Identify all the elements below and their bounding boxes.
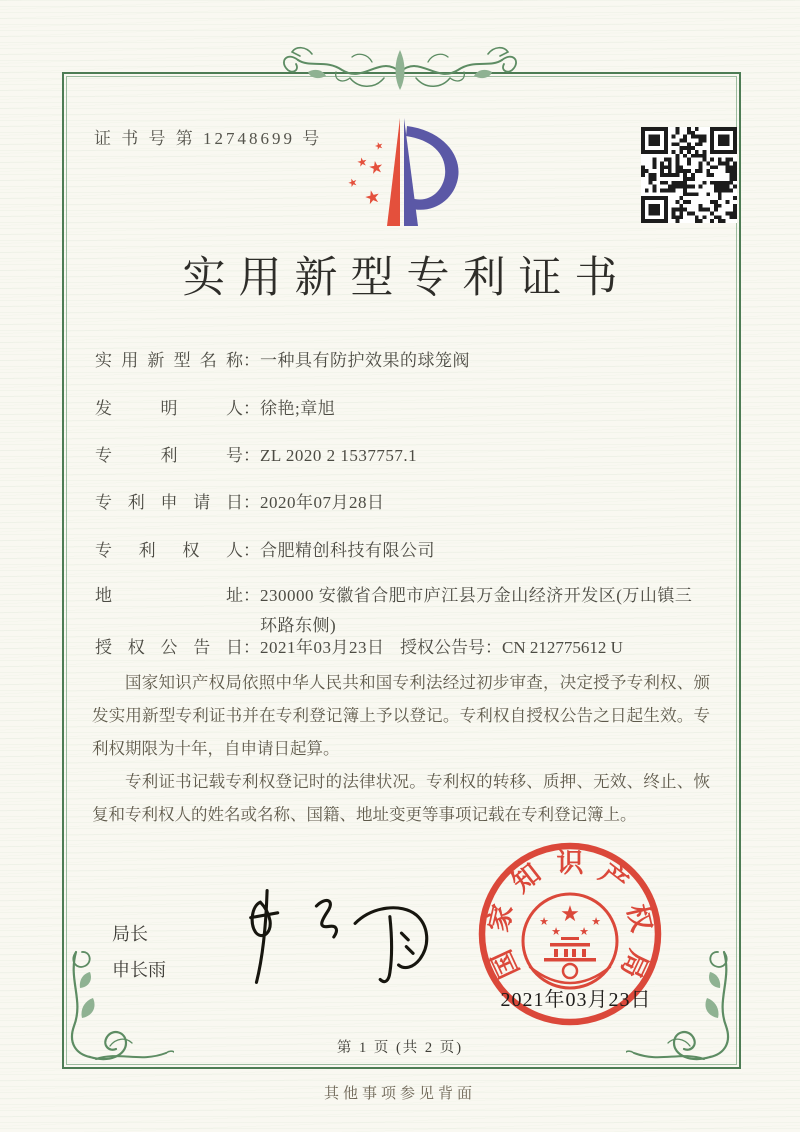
field-label: 专利申请日 (95, 493, 243, 512)
field-value: 230000 安徽省合肥市庐江县万金山经济开发区(万山镇三环路东侧) (260, 586, 693, 635)
logo-stars (346, 140, 385, 210)
svg-text:★: ★ (591, 915, 601, 928)
signatory-title: 局长 (112, 924, 148, 944)
legal-paragraph-2: 专利证书记载专利权登记时的法律状况。专利权的转移、质押、无效、终止、恢复和专利权人的姓名或名称、国籍、地址变更等事项记载在专利登记簿上。 (92, 772, 710, 824)
field-colon: ： (243, 586, 260, 605)
border-ornament-top (278, 26, 522, 110)
page-number: 第 1 页 (共 2 页) (336, 1040, 464, 1056)
svg-text:★: ★ (560, 902, 580, 927)
certificate-fields (95, 346, 720, 657)
field-colon: ： (243, 399, 260, 418)
seal-date: 2021年03月23日 (500, 989, 652, 1011)
field-row-filing-date (95, 488, 385, 518)
svg-text:权: 权 (621, 901, 657, 935)
grant-date-group (95, 633, 385, 663)
field-colon: ： (243, 446, 260, 465)
field-row-grant (95, 633, 720, 663)
field-label: 实用新型名称 (95, 351, 243, 370)
field-row-patentee (95, 536, 435, 566)
grant-no-group (400, 633, 623, 663)
legal-paragraph-1: 国家知识产权局依照中华人民共和国专利法经过初步审查，决定授予专利权、颁发实用新型专利证书并在专利登记簿上予以登记。专利权自授权公告之日起生效。专利权期限为十年，自申请日起算。 (92, 673, 710, 758)
field-label: 授权公告日 (95, 638, 243, 657)
field-colon: ： (243, 493, 260, 512)
field-value: 2020年07月28日 (260, 493, 385, 512)
field-label: 授权公告号 (400, 638, 485, 657)
field-row-patent-no (95, 441, 417, 471)
svg-text:★: ★ (355, 154, 369, 171)
svg-text:家: 家 (483, 901, 519, 935)
certificate-title: 实用新型专利证书 (182, 255, 631, 302)
signatory-block (112, 916, 166, 988)
field-row-inventor (95, 394, 335, 424)
grant-date-value: 2021年03月23日 (260, 638, 385, 657)
field-colon: ： (485, 638, 502, 657)
signatory-name: 申长雨 (112, 960, 166, 980)
qr-code (641, 127, 737, 223)
field-colon: ： (243, 541, 260, 560)
svg-text:★: ★ (579, 925, 589, 938)
field-value: 一种具有防护效果的球笼阀 (260, 351, 470, 370)
field-label: 发明人 (95, 399, 243, 418)
grant-no-value: CN 212775612 U (502, 638, 623, 657)
field-value: 徐艳;章旭 (260, 399, 336, 418)
national-emblem-icon (523, 894, 617, 988)
svg-text:★: ★ (551, 925, 561, 938)
certificate-number: 证 书 号 第 12748699 号 (94, 129, 323, 148)
field-label: 地址 (95, 586, 243, 605)
svg-text:产: 产 (593, 857, 634, 899)
svg-text:★: ★ (362, 185, 384, 210)
field-label: 专利权人 (95, 541, 243, 560)
svg-text:局: 局 (615, 945, 654, 983)
field-value: 合肥精创科技有限公司 (260, 541, 435, 560)
back-side-note: 其他事项参见背面 (323, 1086, 476, 1102)
svg-text:知: 知 (506, 857, 547, 899)
svg-text:识: 识 (556, 848, 584, 878)
field-value: ZL 2020 2 1537757.1 (260, 446, 418, 465)
field-colon: ： (243, 638, 260, 657)
svg-text:★: ★ (373, 140, 386, 154)
svg-text:★: ★ (539, 915, 549, 928)
field-row-address (95, 581, 708, 641)
field-colon: ： (243, 351, 260, 370)
field-row-name (95, 346, 470, 376)
legal-text (92, 666, 710, 831)
svg-text:国: 国 (486, 945, 525, 983)
cnipa-patent-logo (330, 112, 476, 232)
svg-text:★: ★ (366, 156, 386, 180)
svg-text:★: ★ (345, 174, 360, 191)
commissioner-signature-icon (212, 880, 444, 992)
field-label: 专利号 (95, 446, 243, 465)
